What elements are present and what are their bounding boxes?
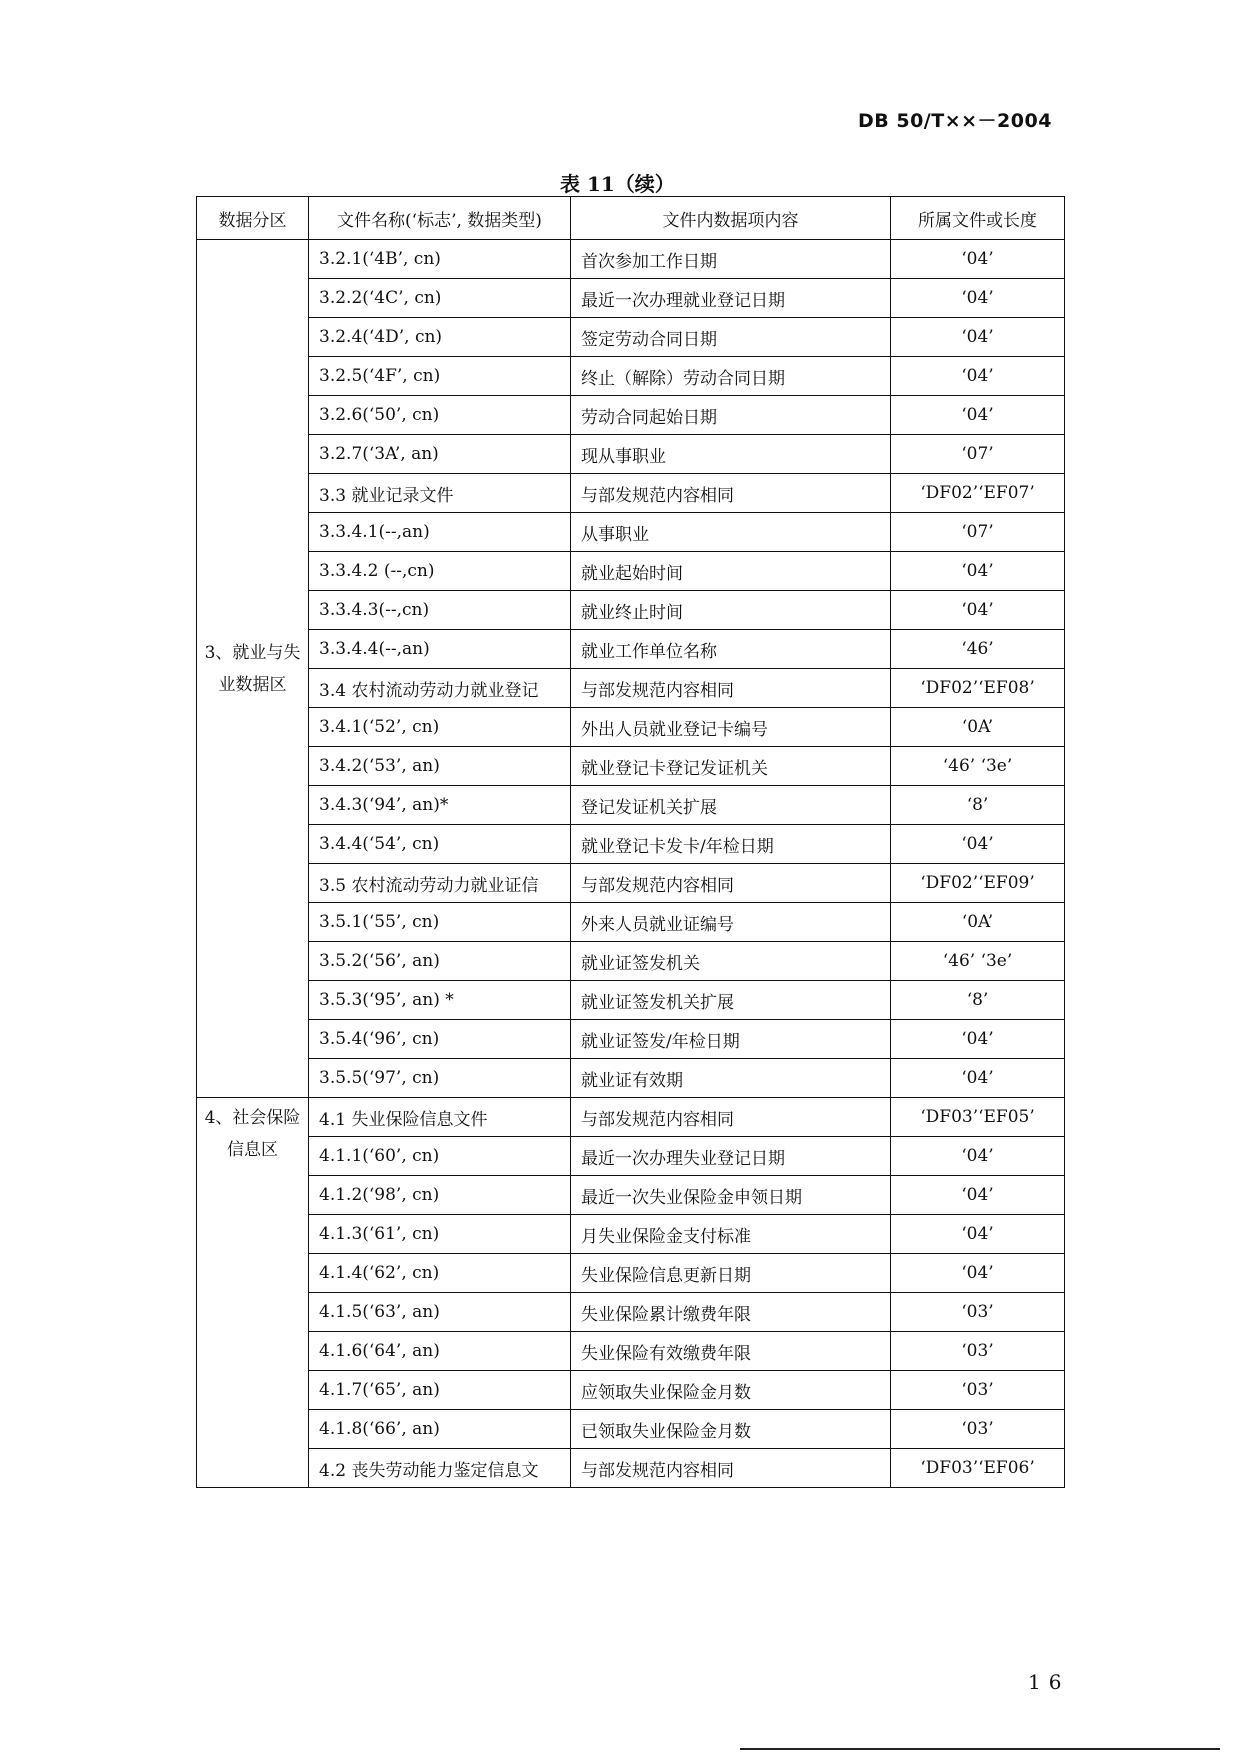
content-cell: 外出人员就业登记卡编号 [571,708,891,747]
length-cell: ‘04’ [891,825,1065,864]
length-cell: ‘04’ [891,318,1065,357]
length-cell: ‘8’ [891,981,1065,1020]
table-row [197,1137,1065,1176]
file-name-cell: 4.1.7(‘65’, an) [309,1371,571,1410]
table-row [197,708,1065,747]
length-cell: ‘04’ [891,1137,1065,1176]
length-cell: ‘04’ [891,240,1065,279]
file-name-cell: 3.2.5(‘4F’, cn) [309,357,571,396]
table-row [197,1410,1065,1449]
content-cell: 外来人员就业证编号 [571,903,891,942]
file-name-cell: 4.1.2(‘98’, cn) [309,1176,571,1215]
table-row [197,552,1065,591]
table-row [197,357,1065,396]
file-name-cell: 3.3.4.3(--,cn) [309,591,571,630]
content-cell: 登记发证机关扩展 [571,786,891,825]
length-cell: ‘03’ [891,1293,1065,1332]
file-name-cell: 3.4.3(‘94’, an)* [309,786,571,825]
length-cell: ‘03’ [891,1410,1065,1449]
file-name-cell: 4.1.4(‘62’, cn) [309,1254,571,1293]
file-name-cell: 3.5.2(‘56’, an) [309,942,571,981]
content-cell: 失业保险累计缴费年限 [571,1293,891,1332]
content-cell: 签定劳动合同日期 [571,318,891,357]
content-cell: 现从事职业 [571,435,891,474]
table-row [197,1098,1065,1137]
length-cell: ‘04’ [891,396,1065,435]
file-name-cell: 4.1.3(‘61’, cn) [309,1215,571,1254]
table-row [197,747,1065,786]
table-row [197,435,1065,474]
length-cell: ‘DF03’‘EF06’ [891,1449,1065,1488]
data-table [196,196,1065,1488]
length-cell: ‘0A’ [891,903,1065,942]
length-cell: ‘03’ [891,1371,1065,1410]
length-cell: ‘04’ [891,1176,1065,1215]
file-name-cell: 4.1.1(‘60’, cn) [309,1137,571,1176]
length-cell: ‘04’ [891,591,1065,630]
length-cell: ‘46’ [891,630,1065,669]
content-cell: 劳动合同起始日期 [571,396,891,435]
file-name-cell: 3.2.7(‘3A’, an) [309,435,571,474]
file-name-cell: 4.2 丧失劳动能力鉴定信息文 [309,1449,571,1488]
content-cell: 失业保险信息更新日期 [571,1254,891,1293]
table-row [197,903,1065,942]
length-cell: ‘04’ [891,357,1065,396]
content-cell: 与部发规范内容相同 [571,864,891,903]
table-row [197,240,1065,279]
content-cell: 首次参加工作日期 [571,240,891,279]
length-cell: ‘DF02’‘EF08’ [891,669,1065,708]
content-cell: 就业证有效期 [571,1059,891,1098]
length-cell: ‘04’ [891,279,1065,318]
length-cell: ‘8’ [891,786,1065,825]
document-id: DB 50/T××－2004 [858,110,1052,132]
content-cell: 就业证签发机关 [571,942,891,981]
file-name-cell: 3.5.3(‘95’, an) * [309,981,571,1020]
file-name-cell: 4.1.6(‘64’, an) [309,1332,571,1371]
file-name-cell: 3.5.5(‘97’, cn) [309,1059,571,1098]
file-name-cell: 3.4.1(‘52’, cn) [309,708,571,747]
table-row [197,279,1065,318]
table-row [197,1059,1065,1098]
content-cell: 最近一次失业保险金申领日期 [571,1176,891,1215]
length-cell: ‘04’ [891,552,1065,591]
table-caption: 表 11（续） [560,172,675,196]
table-row [197,396,1065,435]
content-cell: 与部发规范内容相同 [571,1449,891,1488]
length-cell: ‘04’ [891,1254,1065,1293]
file-name-cell: 3.2.6(‘50’, cn) [309,396,571,435]
content-cell: 就业证签发/年检日期 [571,1020,891,1059]
table-row [197,825,1065,864]
file-name-cell: 3.4.2(‘53’, an) [309,747,571,786]
file-name-cell: 3.3 就业记录文件 [309,474,571,513]
content-cell: 就业起始时间 [571,552,891,591]
header-length: 所属文件或长度 [891,197,1065,240]
content-cell: 就业登记卡登记发证机关 [571,747,891,786]
content-cell: 已领取失业保险金月数 [571,1410,891,1449]
file-name-cell: 3.2.2(‘4C’, cn) [309,279,571,318]
table-row [197,1449,1065,1488]
length-cell: ‘07’ [891,435,1065,474]
file-name-cell: 3.2.1(‘4B’, cn) [309,240,571,279]
file-name-cell: 3.4.4(‘54’, cn) [309,825,571,864]
content-cell: 终止（解除）劳动合同日期 [571,357,891,396]
table-row [197,513,1065,552]
table-row [197,786,1065,825]
file-name-cell: 3.5 农村流动劳动力就业证信 [309,864,571,903]
header-file-name: 文件名称(‘标志’, 数据类型) [309,197,571,240]
file-name-cell: 3.5.1(‘55’, cn) [309,903,571,942]
table-row [197,1215,1065,1254]
file-name-cell: 3.2.4(‘4D’, cn) [309,318,571,357]
table-body [197,240,1065,1488]
table-row [197,1293,1065,1332]
table-row [197,942,1065,981]
table-row [197,1020,1065,1059]
zone-cell: 4、社会保险信息区 [197,1098,309,1488]
file-name-cell: 3.3.4.1(--,an) [309,513,571,552]
table-row [197,1371,1065,1410]
file-name-cell: 4.1.5(‘63’, an) [309,1293,571,1332]
content-cell: 应领取失业保险金月数 [571,1371,891,1410]
table-row [197,591,1065,630]
content-cell: 最近一次办理失业登记日期 [571,1137,891,1176]
header-zone: 数据分区 [197,197,309,240]
table-row [197,864,1065,903]
header-content: 文件内数据项内容 [571,197,891,240]
length-cell: ‘03’ [891,1332,1065,1371]
table-row [197,669,1065,708]
table-row [197,1254,1065,1293]
content-cell: 与部发规范内容相同 [571,474,891,513]
table-row [197,630,1065,669]
content-cell: 就业工作单位名称 [571,630,891,669]
length-cell: ‘04’ [891,1059,1065,1098]
table-row [197,474,1065,513]
content-cell: 从事职业 [571,513,891,552]
length-cell: ‘46’ ‘3e’ [891,747,1065,786]
content-cell: 最近一次办理就业登记日期 [571,279,891,318]
content-cell: 与部发规范内容相同 [571,669,891,708]
length-cell: ‘0A’ [891,708,1065,747]
file-name-cell: 3.5.4(‘96’, cn) [309,1020,571,1059]
content-cell: 与部发规范内容相同 [571,1098,891,1137]
content-cell: 就业终止时间 [571,591,891,630]
file-name-cell: 4.1.8(‘66’, an) [309,1410,571,1449]
content-cell: 就业证签发机关扩展 [571,981,891,1020]
length-cell: ‘46’ ‘3e’ [891,942,1065,981]
file-name-cell: 3.3.4.2 (--,cn) [309,552,571,591]
table-row [197,318,1065,357]
table-row [197,1176,1065,1215]
page-number: 16 [1028,1670,1070,1694]
table-header-row [197,197,1065,240]
bottom-rule [740,1748,1220,1750]
zone-cell: 3、就业与失业数据区 [197,240,309,1098]
length-cell: ‘07’ [891,513,1065,552]
file-name-cell: 3.3.4.4(--,an) [309,630,571,669]
content-cell: 失业保险有效缴费年限 [571,1332,891,1371]
file-name-cell: 3.4 农村流动劳动力就业登记 [309,669,571,708]
length-cell: ‘04’ [891,1215,1065,1254]
data-table-container [196,196,1064,1488]
length-cell: ‘DF02’‘EF09’ [891,864,1065,903]
content-cell: 就业登记卡发卡/年检日期 [571,825,891,864]
length-cell: ‘04’ [891,1020,1065,1059]
table-row [197,981,1065,1020]
length-cell: ‘DF02’‘EF07’ [891,474,1065,513]
table-row [197,1332,1065,1371]
file-name-cell: 4.1 失业保险信息文件 [309,1098,571,1137]
length-cell: ‘DF03’‘EF05’ [891,1098,1065,1137]
content-cell: 月失业保险金支付标准 [571,1215,891,1254]
